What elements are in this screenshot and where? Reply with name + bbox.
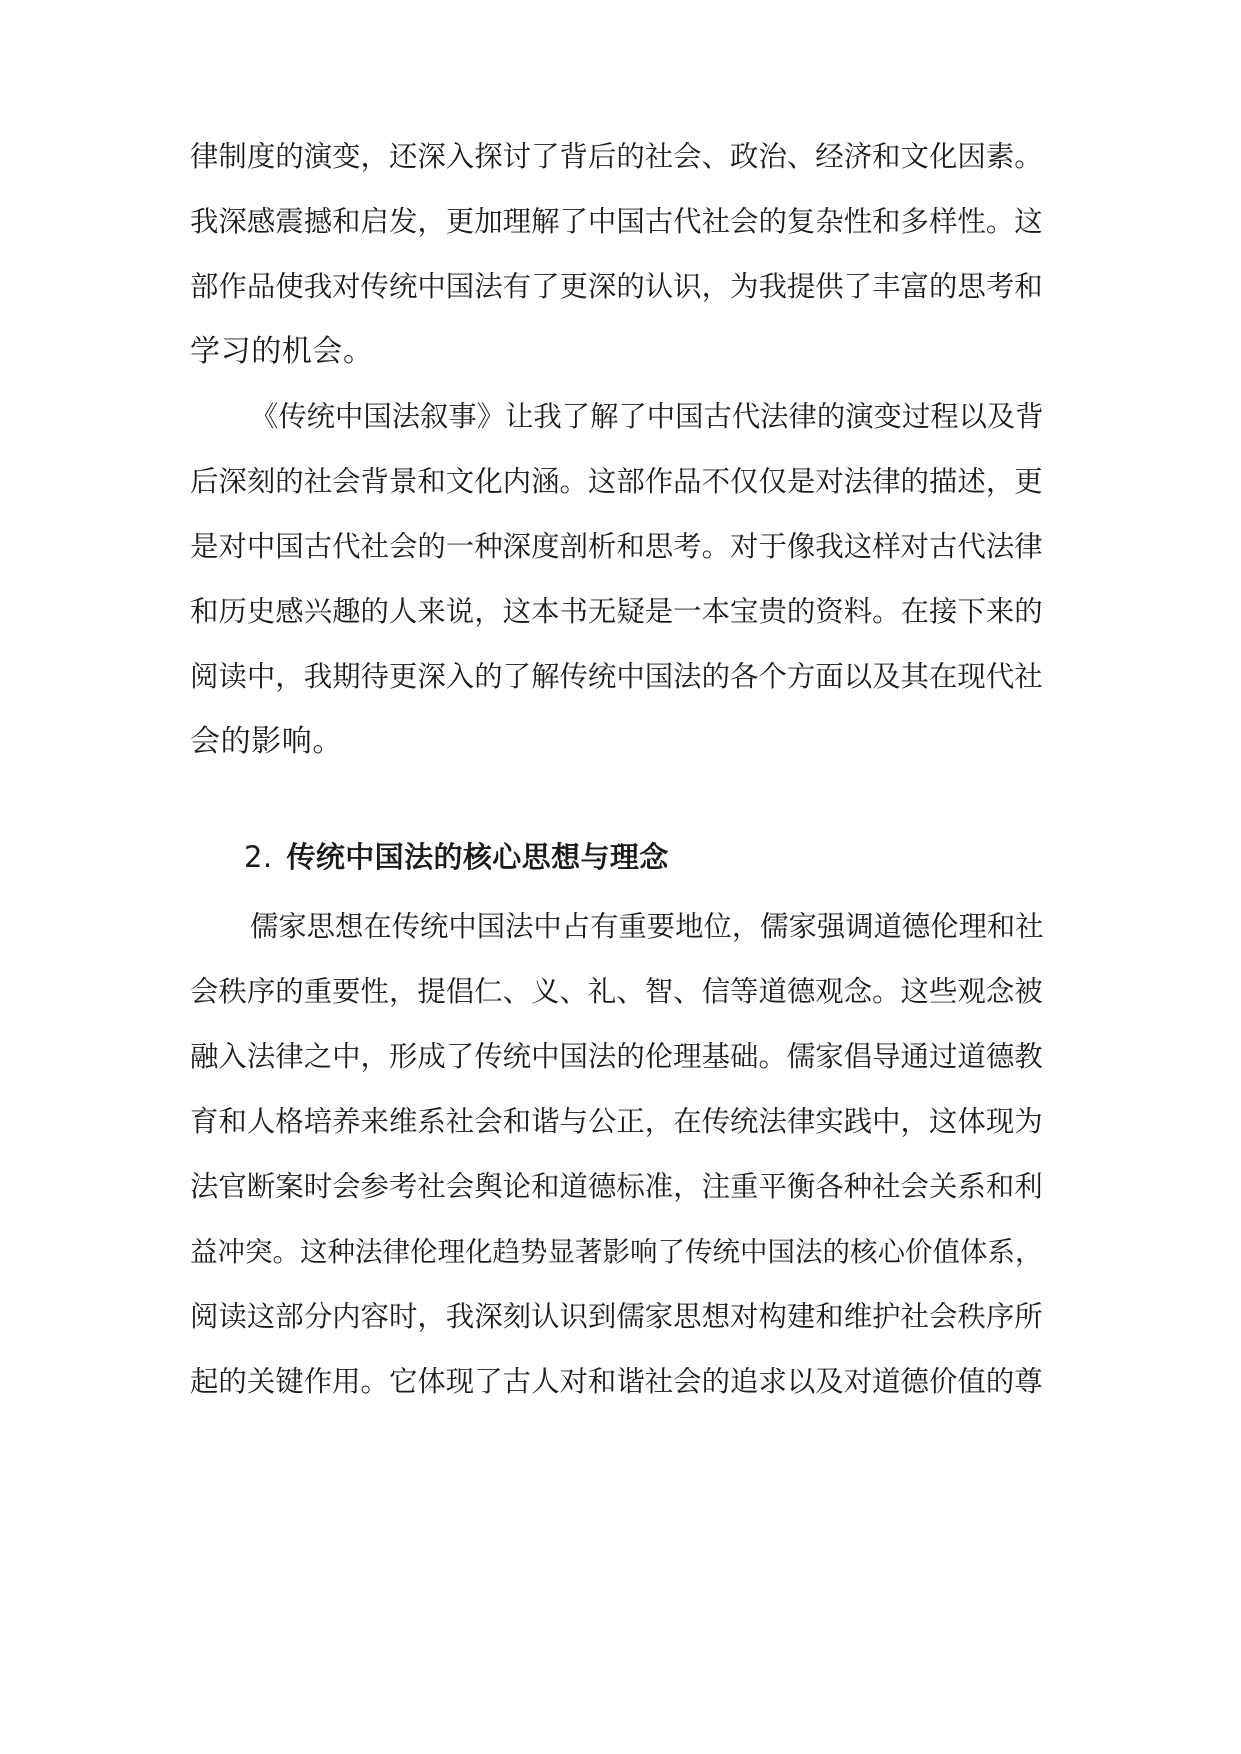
- paragraph-1-line-1: 律制度的演变，还深入探讨了背后的社会、政治、经济和文化因素。: [190, 140, 1043, 173]
- paragraph-2-line-3: 是对中国古代社会的一种深度剖析和思考。对于像我这样对古代法律: [190, 530, 1043, 563]
- paragraph-3-line-4: 育和人格培养来维系社会和谐与公正，在传统法律实践中，这体现为: [190, 1105, 1043, 1138]
- paragraph-2-line-6: 会的影响。: [190, 724, 343, 759]
- paragraph-2-line-5: 阅读中，我期待更深入的了解传统中国法的各个方面以及其在现代社: [190, 660, 1043, 693]
- paragraph-3-line-7: 阅读这部分内容时，我深刻认识到儒家思想对构建和维护社会秩序所: [190, 1300, 1043, 1333]
- paragraph-1-line-2: 我深感震撼和启发，更加理解了中国古代社会的复杂性和多样性。这: [190, 205, 1043, 238]
- paragraph-3-line-2: 会秩序的重要性，提倡仁、义、礼、智、信等道德观念。这些观念被: [190, 975, 1043, 1008]
- paragraph-3-line-1: 儒家思想在传统中国法中占有重要地位，儒家强调道德伦理和社: [250, 910, 1044, 943]
- paragraph-3-line-6: 益冲突。这种法律伦理化趋势显著影响了传统中国法的核心价值体系，: [190, 1236, 1043, 1268]
- paragraph-2-line-4: 和历史感兴趣的人来说，这本书无疑是一本宝贵的资料。在接下来的: [190, 595, 1043, 628]
- section-number: 2.: [244, 840, 273, 874]
- section-title: 传统中国法的核心思想与理念: [286, 840, 669, 874]
- paragraph-2-line-2: 后深刻的社会背景和文化内涵。这部作品不仅仅是对法律的描述，更: [190, 465, 1043, 498]
- paragraph-3-line-8: 起的关键作用。它体现了古人对和谐社会的追求以及对道德价值的尊: [190, 1365, 1043, 1398]
- paragraph-3-line-3: 融入法律之中，形成了传统中国法的伦理基础。儒家倡导通过道德教: [190, 1040, 1043, 1073]
- section-heading: [244, 837, 1114, 877]
- paragraph-2-line-1: 《传统中国法叙事》让我了解了中国古代法律的演变过程以及背: [250, 400, 1044, 433]
- paragraph-1-line-3: 部作品使我对传统中国法有了更深的认识，为我提供了丰富的思考和: [190, 270, 1043, 303]
- paragraph-3-line-5: 法官断案时会参考社会舆论和道德标准，注重平衡各种社会关系和利: [190, 1170, 1043, 1203]
- paragraph-1-line-4: 学习的机会。: [190, 334, 374, 369]
